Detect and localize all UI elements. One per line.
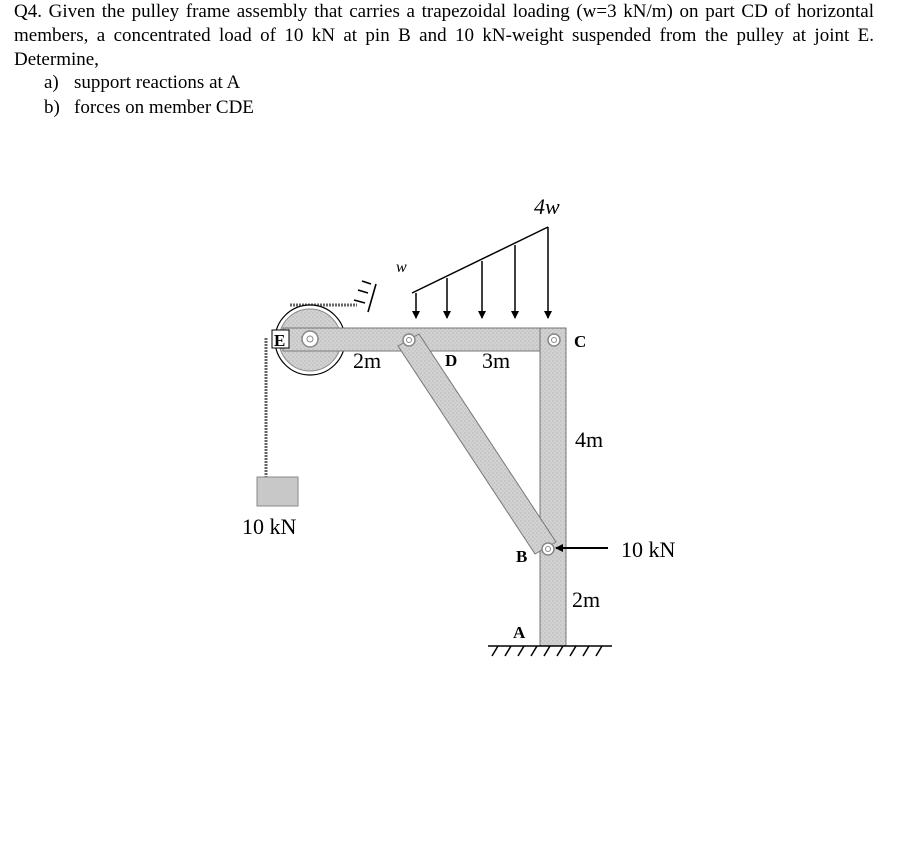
dim-ed: 2m [353, 348, 382, 373]
pin-c [548, 334, 560, 346]
member-column-ac [540, 328, 566, 646]
dim-cb: 4m [575, 427, 604, 452]
joint-label-c: C [574, 332, 587, 351]
joint-label-e: E [274, 331, 286, 350]
joint-label-b: B [516, 547, 528, 566]
question-paragraph: Q4. Given the pulley frame assembly that carries a trapezoidal loading (w=3 kN/m) on part CD of horizontal members, a concentrated load of 10 kN at pin B and 10 kN-weight suspended from the pulley at joint E. Determine, [14, 1, 874, 70]
dim-ba: 2m [572, 587, 601, 612]
part-b-text: forces on member CDE [74, 97, 254, 118]
dim-dc: 3m [482, 348, 511, 373]
part-a-text: support reactions at A [74, 72, 241, 93]
joint-label-d: D [445, 351, 458, 370]
load-label-min: w [396, 259, 407, 276]
part-a-label: a) [44, 72, 59, 93]
pin-d [403, 334, 415, 346]
force-b-label: 10 kN [621, 537, 676, 562]
load-envelope-line [412, 227, 548, 293]
load-label-max: 4w [534, 194, 560, 219]
hanging-weight [257, 477, 298, 506]
member-diagonal-db [398, 334, 556, 554]
rope-anchor-icon [354, 281, 376, 312]
ground-support-a [488, 646, 612, 656]
pin-b [542, 543, 554, 555]
trapezoidal-load [396, 194, 560, 318]
weight-label: 10 kN [242, 514, 297, 539]
joint-label-a: A [513, 623, 526, 642]
part-b-label: b) [44, 97, 60, 118]
pin-e [302, 331, 318, 347]
